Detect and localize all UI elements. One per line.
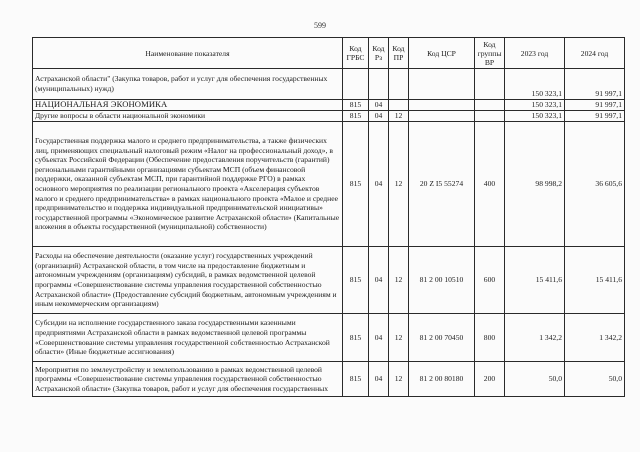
- row-rz: 04: [369, 314, 389, 362]
- row-rz: 04: [369, 100, 389, 111]
- row-rz: 04: [369, 362, 389, 397]
- header-vr: Код группы ВР: [475, 38, 505, 69]
- row-2024: 15 411,6: [565, 247, 625, 314]
- header-grbs: Код ГРБС: [343, 38, 369, 69]
- row-pr: 12: [389, 247, 409, 314]
- row-2023: 150 323,1: [505, 100, 565, 111]
- row-grbs: [343, 69, 369, 100]
- row-pr: 12: [389, 111, 409, 122]
- page-number: 599: [314, 21, 326, 30]
- row-csr: [409, 69, 475, 100]
- row-2024: 36 605,6: [565, 122, 625, 247]
- table-row: [33, 247, 625, 314]
- header-2024: 2024 год: [565, 38, 625, 69]
- row-grbs: 815: [343, 100, 369, 111]
- table-row: [33, 111, 625, 122]
- row-vr: 600: [475, 247, 505, 314]
- row-2023: 150 323,1: [505, 111, 565, 122]
- header-pr: Код ПР: [389, 38, 409, 69]
- row-2024: 91 997,1: [565, 100, 625, 111]
- row-csr: [409, 111, 475, 122]
- row-vr: [475, 100, 505, 111]
- row-2024: 91 997,1: [565, 69, 625, 100]
- row-2024: 50,0: [565, 362, 625, 397]
- row-name: Мероприятия по землеустройству и землепользованию в рамках ведомственной целевой программы «Совершенствование системы управления государственной собственностью Астраханской области» (Закупка товаров, работ и услуг для обеспечения государственных: [33, 362, 343, 397]
- row-pr: 12: [389, 122, 409, 247]
- row-vr: 400: [475, 122, 505, 247]
- table-row: [33, 69, 625, 100]
- row-pr: [389, 69, 409, 100]
- row-2023: 98 998,2: [505, 122, 565, 247]
- row-pr: 12: [389, 362, 409, 397]
- row-name: Государственная поддержка малого и среднего предпринимательства, а также физических лиц, применяющих специальный налоговый режим «Налог на профессиональный доход», в субъектах Российской Федерации (Обеспечение предоставления поручительств (гарантий) региональными гарантийными организациями субъектам МСП (объем финансовой поддержки, оказанной субъектам МСП, при гарантийной поддержке РГО) в рамках основного мероприятия по реализации регионального проекта «Акселерация субъектов малого и среднего предпринимательства» в рамках национального проекта «Малое и среднее предпринимательство и поддержка индивидуальной предпринимательской инициативы» государственной программы «Экономическое развитие Астраханской области» (Капитальные вложения в объекты государственной (муниципальной) собственности): [33, 122, 343, 247]
- row-rz: 04: [369, 111, 389, 122]
- row-2023: 1 342,2: [505, 314, 565, 362]
- row-grbs: 815: [343, 247, 369, 314]
- header-csr: Код ЦСР: [409, 38, 475, 69]
- row-2023: 15 411,6: [505, 247, 565, 314]
- row-rz: 04: [369, 122, 389, 247]
- row-name: Субсидии на исполнение государственного заказа государственными казенными предприятиями Астраханской области в рамках ведомственной целевой программы «Совершенствование системы управления государственной собственностью Астраханской области» (Иные бюджетные ассигнования): [33, 314, 343, 362]
- row-vr: 800: [475, 314, 505, 362]
- row-2024: 1 342,2: [565, 314, 625, 362]
- row-vr: [475, 111, 505, 122]
- row-name: Расходы на обеспечение деятельности (оказание услуг) государственных учреждений (организаций) Астраханской области, в том числе на предоставление бюджетным и автономным учреждениям (организациям) субсидий, в рамках ведомственной целевой программы «Совершенствование системы управления государственной собственностью Астраханской области» (Предоставление субсидий бюджетным, автономным учреждениям и иным некоммерческим организациям): [33, 247, 343, 314]
- row-vr: [475, 69, 505, 100]
- table-row: [33, 362, 625, 397]
- row-csr: [409, 100, 475, 111]
- header-rz: Код Рз: [369, 38, 389, 69]
- row-pr: [389, 100, 409, 111]
- row-csr: 81 2 00 80180: [409, 362, 475, 397]
- row-vr: 200: [475, 362, 505, 397]
- row-name: Другие вопросы в области национальной экономики: [33, 111, 343, 122]
- row-2023: 50,0: [505, 362, 565, 397]
- row-name: Астраханской области" (Закупка товаров, работ и услуг для обеспечения государственных (муниципальных) нужд): [33, 69, 343, 100]
- header-row: [33, 38, 625, 69]
- row-rz: 04: [369, 247, 389, 314]
- row-name: НАЦИОНАЛЬНАЯ ЭКОНОМИКА: [33, 100, 343, 111]
- header-name: Наименование показателя: [33, 38, 343, 69]
- table-row: [33, 314, 625, 362]
- row-csr: 20 Z I5 55274: [409, 122, 475, 247]
- row-grbs: 815: [343, 362, 369, 397]
- row-grbs: 815: [343, 122, 369, 247]
- row-2024: 91 997,1: [565, 111, 625, 122]
- header-2023: 2023 год: [505, 38, 565, 69]
- table-row: [33, 100, 625, 111]
- budget-table: [32, 37, 625, 397]
- row-csr: 81 2 00 70450: [409, 314, 475, 362]
- row-csr: 81 2 00 10510: [409, 247, 475, 314]
- row-pr: 12: [389, 314, 409, 362]
- row-rz: [369, 69, 389, 100]
- table-row: [33, 122, 625, 247]
- row-2023: 150 323,1: [505, 69, 565, 100]
- row-grbs: 815: [343, 314, 369, 362]
- row-grbs: 815: [343, 111, 369, 122]
